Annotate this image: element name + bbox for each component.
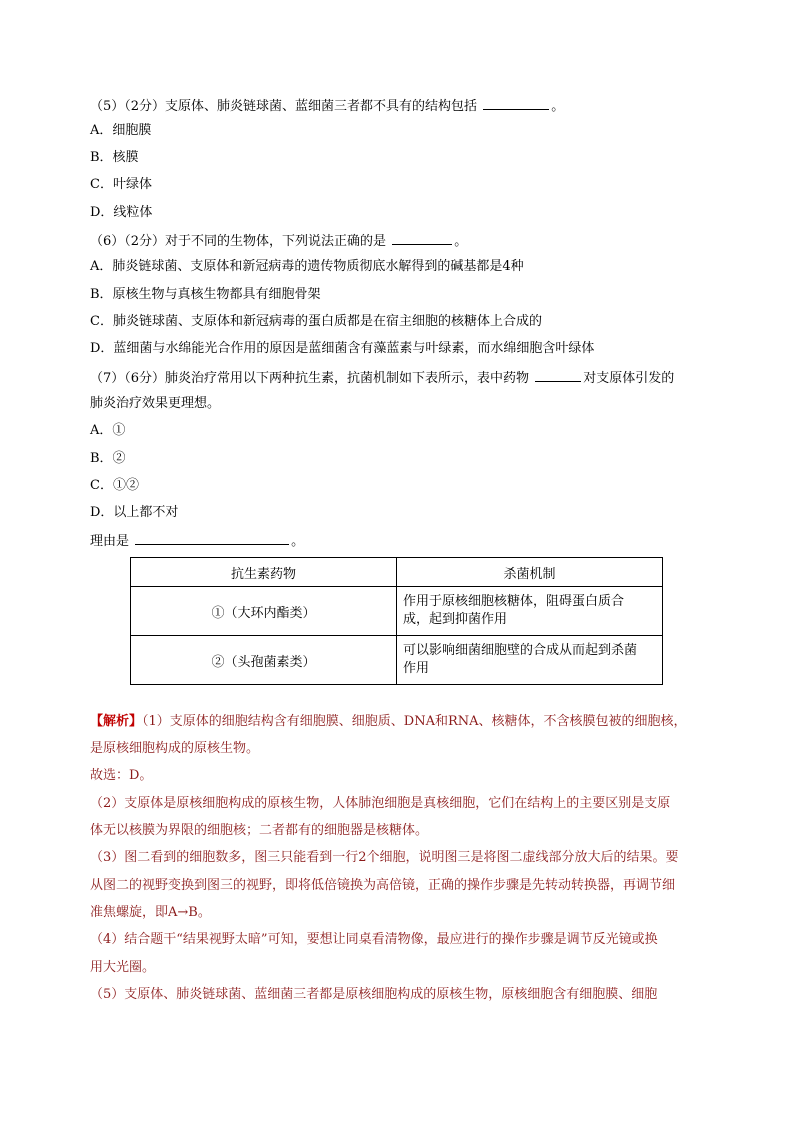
q7-option-c: C．①②	[90, 478, 139, 493]
q6-stem-text: （6）（2分）对于不同的生物体，下列说法正确的是	[90, 234, 387, 249]
q5-answer-blank	[483, 96, 549, 110]
q7-stem-b: 对支原体引发的	[583, 371, 675, 386]
table-header-row	[131, 558, 663, 587]
analysis-tag: 【解析】	[90, 714, 143, 729]
q7-option-a: A．①	[90, 423, 126, 438]
analysis-line: 体无以核膜为界限的细胞核；二者都有的细胞器是核糖体。	[90, 823, 429, 838]
q7-stem-line1	[90, 368, 674, 388]
q5-option-b: B．核膜	[90, 150, 139, 165]
q6-option-d: D．蓝细菌与水绵能光合作用的原因是蓝细菌含有藻蓝素与叶绿素，而水绵细胞含叶绿体	[90, 341, 595, 356]
q7-stem-a: （7）（6分）肺炎治疗常用以下两种抗生素，抗菌机制如下表所示，表中药物	[90, 371, 530, 386]
table-row	[131, 636, 663, 685]
q7-reason-blank	[135, 531, 289, 545]
analysis-line: （2）支原体是原核细胞构成的原核生物，人体肺泡细胞是真核细胞，它们在结构上的主要区别是支原	[90, 796, 671, 811]
table-cell-line: 作用于原核细胞核糖体，阻碍蛋白质合	[403, 594, 625, 609]
q6-stem	[90, 231, 467, 251]
table-cell-line: 作用	[403, 661, 430, 676]
table-cell-mechanism	[397, 587, 663, 636]
q5-option-d: D．线粒体	[90, 205, 153, 220]
analysis-text: （1）支原体的细胞结构含有细胞膜、细胞质、DNA和RNA、核糖体，不含核膜包被的细胞核，	[142, 714, 687, 729]
q5-stem	[90, 96, 564, 116]
antibiotic-table	[130, 557, 663, 685]
table-cell-mechanism	[397, 636, 663, 685]
q6-stem-end: 。	[454, 234, 468, 249]
q7-option-d: D．以上都不对	[90, 505, 179, 520]
q5-stem-text: （5）（2分）支原体、肺炎链球菌、蓝细菌三者都不具有的结构包括	[90, 99, 478, 114]
q5-option-a: A．细胞膜	[90, 123, 152, 138]
q6-answer-blank	[392, 231, 452, 245]
q7-reason	[90, 531, 304, 551]
analysis-line: （5）支原体、肺炎链球菌、蓝细菌三者都是原核细胞构成的原核生物，原核细胞含有细胞膜、细胞	[90, 987, 658, 1002]
q7-reason-label: 理由是	[90, 534, 130, 549]
q5-option-c: C．叶绿体	[90, 177, 152, 192]
table-cell-line: 可以影响细菌细胞壁的合成从而起到杀菌	[403, 643, 638, 658]
q7-option-b: B．②	[90, 451, 126, 466]
analysis-line: 从图二的视野变换到图三的视野，即将低倍镜换为高倍镜，正确的操作步骤是先转动转换器，再调节细	[90, 878, 676, 893]
q6-option-b: B．原核生物与真核生物都具有细胞骨架	[90, 287, 321, 302]
analysis-line: 用大光圈。	[90, 960, 156, 975]
q7-stem-line2: 肺炎治疗效果更理想。	[90, 396, 221, 411]
q5-stem-end: 。	[551, 99, 565, 114]
table-cell-drug: ①（大环内酯类）	[131, 587, 397, 636]
analysis-line: （3）图二看到的细胞数多，图三只能看到一行2个细胞，说明图三是将图二虚线部分放大后的结果。要	[90, 850, 679, 865]
table-header-drug: 抗生素药物	[131, 558, 397, 587]
table-cell-drug: ②（头孢菌素类）	[131, 636, 397, 685]
analysis-line	[90, 713, 687, 731]
table-cell-line: 成，起到抑菌作用	[403, 612, 508, 627]
q6-option-a: A．肺炎链球菌、支原体和新冠病毒的遗传物质彻底水解得到的碱基都是4种	[90, 259, 524, 274]
analysis-line: 故选：D。	[90, 768, 153, 783]
table-header-mechanism: 杀菌机制	[397, 558, 663, 587]
analysis-line: （4）结合题干“结果视野太暗”可知，要想让同桌看清物像，最应进行的操作步骤是调节反光镜或换	[90, 932, 658, 947]
q7-answer-blank	[535, 368, 581, 382]
table-row	[131, 587, 663, 636]
analysis-line: 是原核细胞构成的原核生物。	[90, 741, 260, 756]
q6-option-c: C．肺炎链球菌、支原体和新冠病毒的蛋白质都是在宿主细胞的核糖体上合成的	[90, 314, 542, 329]
analysis-line: 准焦螺旋，即A→B。	[90, 905, 211, 920]
q7-reason-end: 。	[291, 534, 305, 549]
